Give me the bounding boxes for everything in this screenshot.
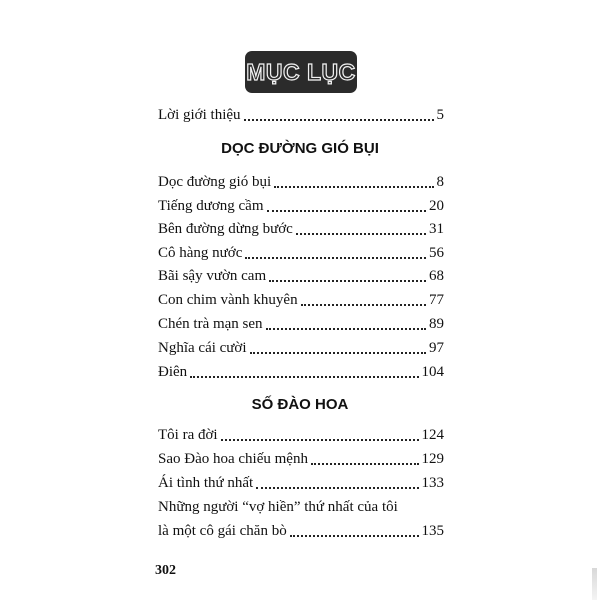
entry-page-number: 135	[421, 523, 444, 539]
dot-leader	[245, 257, 426, 259]
entry-title: Chén trà mạn sen	[158, 316, 263, 332]
entry-title: Con chim vành khuyên	[158, 292, 298, 308]
entry-title: Bên đường dừng bước	[158, 221, 293, 237]
entry-page-number: 97	[429, 340, 444, 356]
entry-page-number: 8	[436, 174, 444, 190]
dot-leader	[274, 186, 433, 188]
entry-title: Tiếng dương cầm	[158, 198, 264, 214]
entry-page-number: 56	[429, 245, 444, 261]
entry-page-number: 104	[421, 364, 444, 380]
entry-title: Bãi sậy vườn cam	[158, 268, 267, 284]
dot-leader	[311, 463, 419, 465]
toc-title-badge	[245, 51, 357, 93]
entry-page-number: 20	[429, 198, 444, 214]
entry-title: Ái tình thứ nhất	[158, 475, 254, 491]
entry-page-number: 129	[421, 451, 444, 467]
section-heading: DỌC ĐƯỜNG GIÓ BỤI	[221, 140, 379, 157]
toc-title: MỤC LỤC	[246, 58, 356, 85]
toc-entry[interactable]	[158, 196, 444, 216]
dot-leader	[266, 328, 426, 330]
entry-title: Cô hàng nước	[158, 245, 243, 261]
toc-entry[interactable]	[158, 425, 444, 445]
entry-page-number: 68	[429, 268, 444, 284]
dot-leader	[190, 376, 418, 378]
dot-leader	[244, 119, 434, 121]
entry-title: Điên	[158, 364, 188, 380]
dot-leader	[221, 439, 419, 441]
section-heading: SỐ ĐÀO HOA	[251, 396, 349, 413]
toc-entry[interactable]	[158, 449, 444, 469]
toc-entry[interactable]	[158, 243, 444, 263]
entry-title: Dọc đường gió bụi	[158, 174, 272, 190]
entry-page-number: 77	[429, 292, 444, 308]
entry-title: Lời giới thiệu	[158, 107, 241, 123]
entry-title: Nghĩa cái cười	[158, 340, 247, 356]
dot-leader	[290, 535, 419, 537]
toc-entry[interactable]	[158, 473, 444, 493]
dot-leader	[256, 487, 418, 489]
entry-page-number: 133	[421, 475, 444, 491]
toc-entry[interactable]	[158, 219, 444, 239]
dot-leader	[250, 352, 426, 354]
entry-title: Tôi ra đời	[158, 427, 218, 443]
entry-page-number: 124	[421, 427, 444, 443]
entry-title: Sao Đào hoa chiếu mệnh	[158, 451, 308, 467]
toc-entry[interactable]	[158, 172, 444, 192]
entry-title-first-line: Những người “vợ hiền” thứ nhất của tôi	[158, 499, 398, 515]
toc-entry[interactable]	[158, 338, 444, 358]
entry-page-number: 89	[429, 316, 444, 332]
toc-entry[interactable]	[158, 362, 444, 382]
dot-leader	[301, 304, 426, 306]
toc-entry[interactable]	[158, 290, 444, 310]
entry-page-number: 31	[429, 221, 444, 237]
dot-leader	[269, 280, 426, 282]
entry-title: là một cô gái chăn bò	[158, 523, 287, 539]
dot-leader	[267, 210, 426, 212]
page-folio: 302	[155, 563, 176, 578]
toc-entry-intro[interactable]	[158, 105, 444, 125]
toc-entry[interactable]	[158, 266, 444, 286]
toc-entry[interactable]	[158, 521, 444, 541]
scan-edge-mark	[592, 568, 597, 600]
dot-leader	[296, 233, 426, 235]
toc-entry[interactable]	[158, 314, 444, 334]
entry-page-number: 5	[436, 107, 444, 123]
